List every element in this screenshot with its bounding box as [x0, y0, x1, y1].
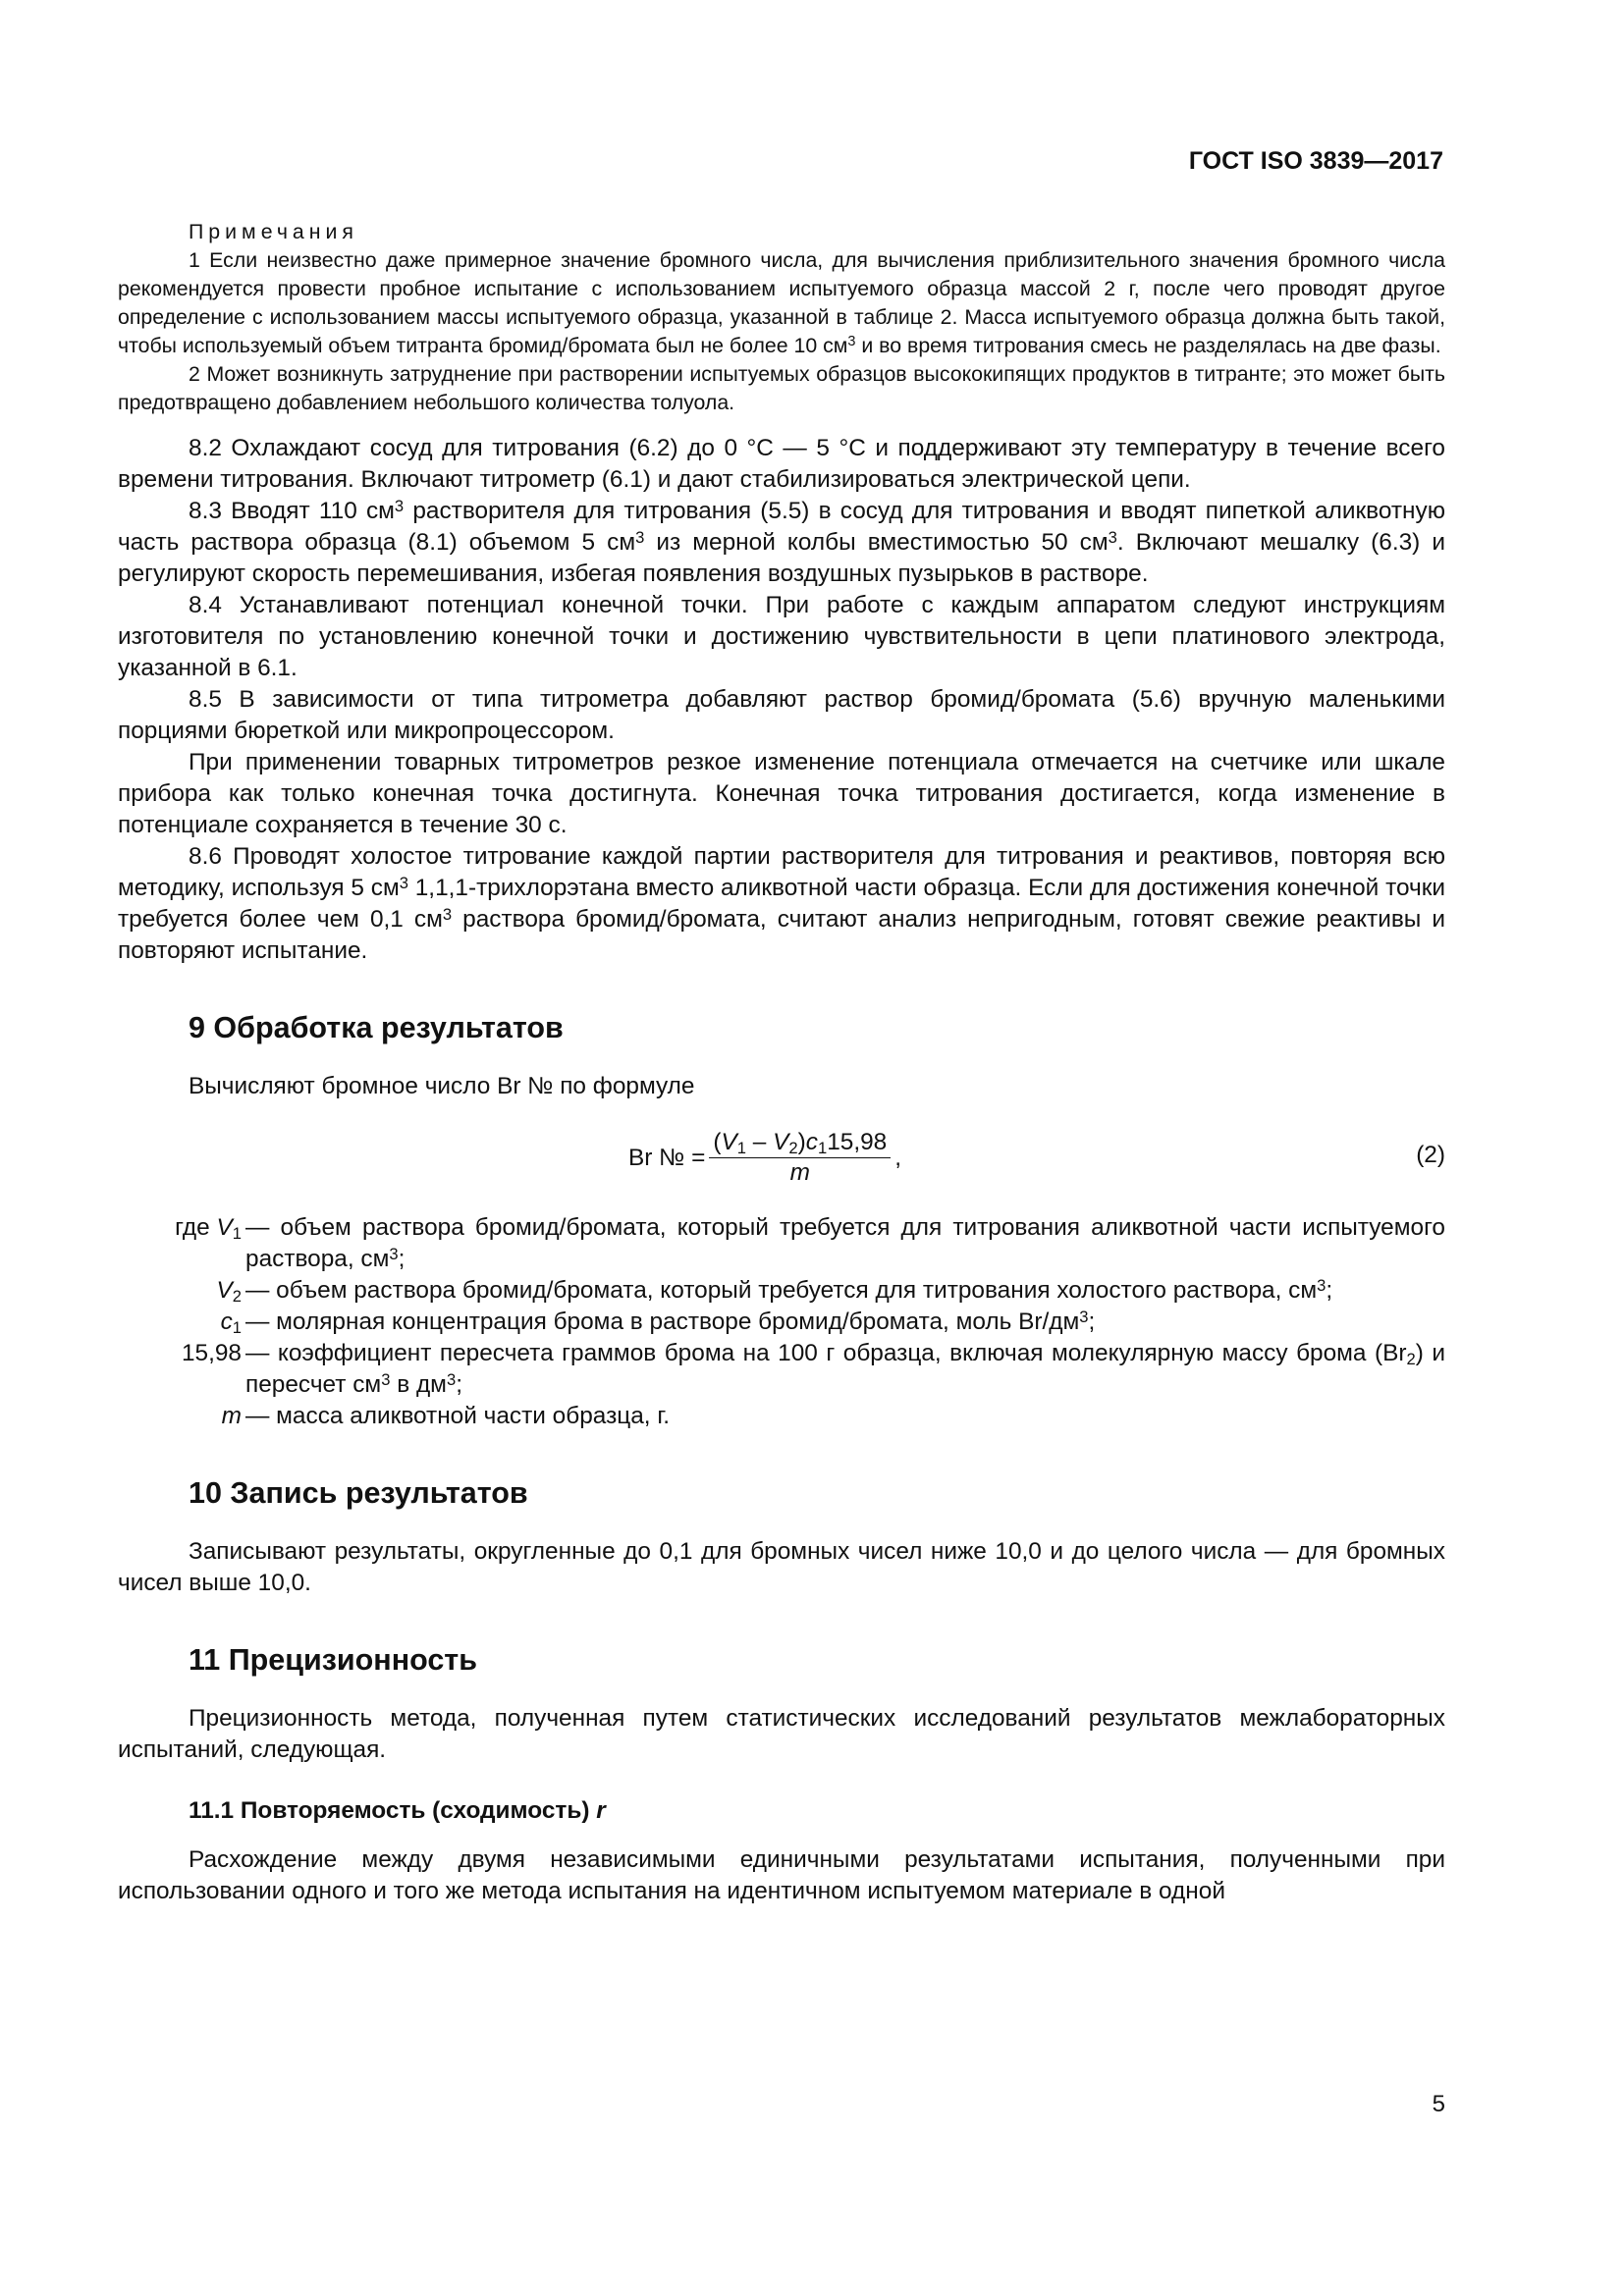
- paragraph-8-4: 8.4 Устанавливают потенциал конечной точки. При работе с каждым аппаратом следуют инструкциям изготовителя по установлению конечной точки и достижению чувствительности в цепи платинового электрода, указанной в 6.1.: [118, 592, 1445, 681]
- section-11-heading: 11 Прецизионность: [189, 1643, 477, 1677]
- formula-comma: ,: [894, 1144, 902, 1171]
- paragraph-8-5: 8.5 В зависимости от типа титрометра добавляют раствор бромид/бромата (5.6) вручную маленькими порциями бюреткой или микропроцессором.: [118, 686, 1445, 744]
- formula-denominator: m: [789, 1159, 810, 1186]
- section-9-intro: Вычисляют бромное число Br № по формуле: [189, 1073, 695, 1099]
- definition-v1: где $V_1$ — объем раствора бромид/бромата, который требуется для титрования аликвотной части испытуемого раствора, $см^3$;: [175, 1214, 1445, 1272]
- section-11-1-text: Расхождение между двумя независимыми единичными результатами испытания, полученными при использовании одного и того же метода испытания на идентичном испытуемом материале в одной: [118, 1846, 1445, 1904]
- paragraph-8-3: 8.3 Вводят 110 $см^3$ растворителя для титрования (5.5) в сосуд для титрования и вводят пипеткой аликвотную часть раствора образца (8.1) объемом 5 $см^3$ из мерной колбы вместимостью 50 $см^3$. Включают мешалку (6.3) и регулируют скорость перемешивания, избегая появления воздушных пузырьков в растворе.: [118, 496, 1445, 587]
- section-10-heading: 10 Запись результатов: [189, 1476, 528, 1510]
- page-content: [118, 218, 1445, 1907]
- definition-v2: $V_2$ — объем раствора бромид/бромата, который требуется для титрования холостого раствора, $см^3$;: [216, 1275, 1333, 1307]
- definition-m: m — масса аликвотной части образца, г.: [221, 1403, 671, 1429]
- notes-title: Примечания: [189, 220, 358, 243]
- document-header: ГОСТ ISO 3839—2017: [1188, 147, 1443, 175]
- paragraph-8-6: 8.6 Проводят холостое титрование каждой партии растворителя для титрования и реактивов, повторяя всю методику, используя 5 $см^3$ 1,1,1-трихлорэтана вместо аликвотной части образца. Если для достижения конечной точки требуется более чем 0,1 $см^3$ раствора бромид/бромата, считают анализ непригодным, готовят свежие реактивы и повторяют испытание.: [118, 843, 1446, 964]
- formula-lhs: Br № =: [628, 1144, 706, 1171]
- paragraph-8-2: 8.2 Охлаждают сосуд для титрования (6.2) до 0 °С — 5 °С и поддерживают эту температуру в течение всего времени титрования. Включают титрометр (6.1) и дают стабилизироваться электрической цепи.: [118, 435, 1445, 493]
- note-1: 1 Если неизвестно даже примерное значение бромного числа, для вычисления приблизительного значения бромного числа рекомендуется провести пробное испытание с использованием испытуемого образца массой 2 г, после чего проводят другое определение с использованием массы испытуемого образца, указанной в таблице 2. Масса испытуемого образца должна быть такой, чтобы используемый объем титранта бромид/бромата был не более 10 $см^3$ и во время титрования смесь не разделялась на две фазы.: [118, 248, 1445, 357]
- formula-fraction: [709, 1128, 891, 1188]
- paragraph-8-5-continued: При применении товарных титрометров резкое изменение потенциала отмечается на счетчике или шкале прибора как только конечная точка достигнута. Конечная точка титрования достигается, когда изменение в потенциале сохраняется в течение 30 с.: [118, 749, 1445, 838]
- formula-2: [118, 1124, 1445, 1189]
- notes-block: [118, 218, 1445, 417]
- definition-c1: $c_1$ — молярная концентрация брома в растворе бромид/бромата, моль $Br/дм^3$;: [220, 1307, 1096, 1338]
- definition-coefficient: 15,98 — коэффициент пересчета граммов брома на 100 г образца, включая молекулярную массу брома $(Br_2)$ и пересчет $см^3$ в $дм^3$;: [181, 1340, 1445, 1398]
- note-2: 2 Может возникнуть затруднение при растворении испытуемых образцов высококипящих продуктов в титранте; это может быть предотвращено добавлением небольшого количества толуола.: [118, 362, 1445, 414]
- where-label: где: [175, 1214, 210, 1241]
- section-10-text: Записывают результаты, округленные до 0,1 для бромных чисел ниже 10,0 и до целого числа — для бромных чисел выше 10,0.: [118, 1538, 1445, 1596]
- formula-number: (2): [1416, 1142, 1445, 1168]
- page-number: 5: [1432, 2091, 1445, 2117]
- section-11-1-heading: 11.1 Повторяемость (сходимость) r: [189, 1797, 606, 1824]
- formula-numerator: $(V_1 - V_2)c_115,98$: [709, 1128, 891, 1158]
- formula-expression: [628, 1128, 901, 1188]
- formula-definitions: [118, 1212, 1445, 1432]
- section-9-heading: 9 Обработка результатов: [189, 1011, 564, 1044]
- section-11-text: Прецизионность метода, полученная путем статистических исследований результатов межлабораторных испытаний, следующая.: [118, 1705, 1445, 1763]
